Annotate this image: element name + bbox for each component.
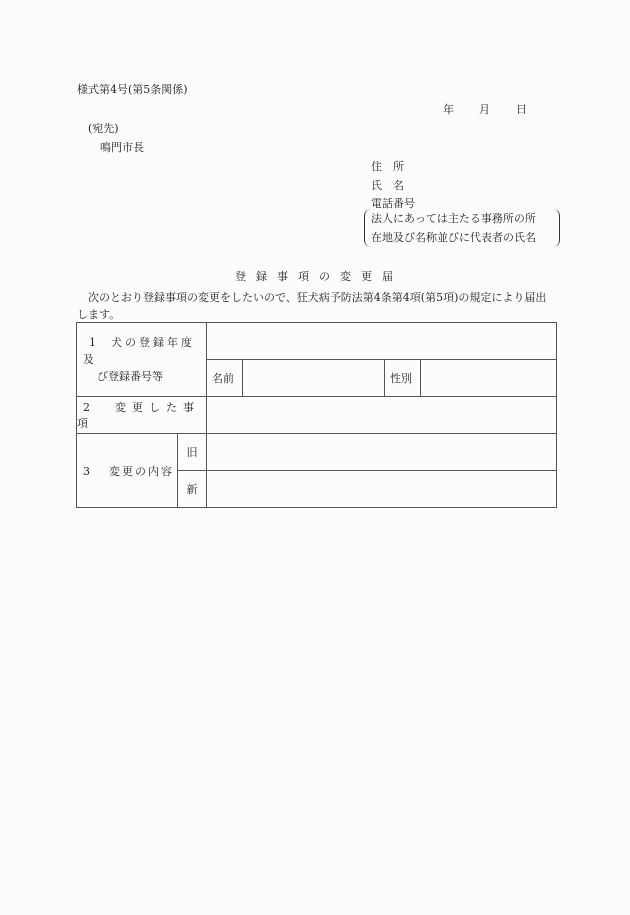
dog-name-field[interactable] <box>243 360 385 397</box>
new-label: 新 <box>178 471 207 508</box>
row2-label-cell <box>77 397 207 434</box>
registration-number-field[interactable] <box>207 323 557 360</box>
row1-label-line2: び登録番号等 <box>97 370 163 383</box>
address-label: 住 所 <box>371 160 404 173</box>
date-year-label: 年 <box>443 103 454 116</box>
table-row-2 <box>77 397 557 434</box>
date-day-label: 日 <box>516 103 527 116</box>
table-row-1a <box>77 323 557 360</box>
date-line <box>443 103 527 117</box>
body-text: 次のとおり登録事項の変更をしたいので、狂犬病予防法第4条第4項(第5項)の規定により届出します。 <box>77 291 547 321</box>
changed-item-field[interactable] <box>207 397 557 434</box>
old-value-field[interactable] <box>207 434 557 471</box>
row3-label-cell <box>77 434 178 508</box>
old-label: 旧 <box>178 434 207 471</box>
row1-label-line1: 犬の登録年度及 <box>83 336 195 366</box>
row1-label-cell <box>77 323 207 397</box>
registration-change-table <box>76 322 557 508</box>
row1-number: 1 <box>89 336 96 349</box>
document-title: 登録事項の変更届 <box>235 270 403 283</box>
corporate-note-line2: 在地及び名称並びに代表者の氏名 <box>371 231 536 244</box>
phone-label: 電話番号 <box>371 197 415 210</box>
name-label: 氏 名 <box>371 178 404 192</box>
form-number: 様式第4号(第5条関係) <box>77 83 188 96</box>
addressee-label: (宛先) <box>88 122 119 135</box>
corporate-note <box>364 209 560 247</box>
dog-name-label: 名前 <box>207 360 243 397</box>
addressee-name: 鳴門市長 <box>100 141 144 154</box>
dog-sex-field[interactable] <box>421 360 557 397</box>
new-value-field[interactable] <box>207 471 557 508</box>
corporate-note-line1: 法人にあっては主たる事務所の所 <box>371 212 536 225</box>
row3-label: 変更の内容 <box>109 464 174 478</box>
dog-sex-label: 性別 <box>385 360 421 397</box>
row2-label: 変更した事項 <box>77 401 200 430</box>
table-row-3a <box>77 434 557 471</box>
row3-number: 3 <box>83 464 90 478</box>
applicant-block <box>371 158 415 214</box>
row2-number: 2 <box>83 401 90 414</box>
date-month-label: 月 <box>479 103 490 116</box>
